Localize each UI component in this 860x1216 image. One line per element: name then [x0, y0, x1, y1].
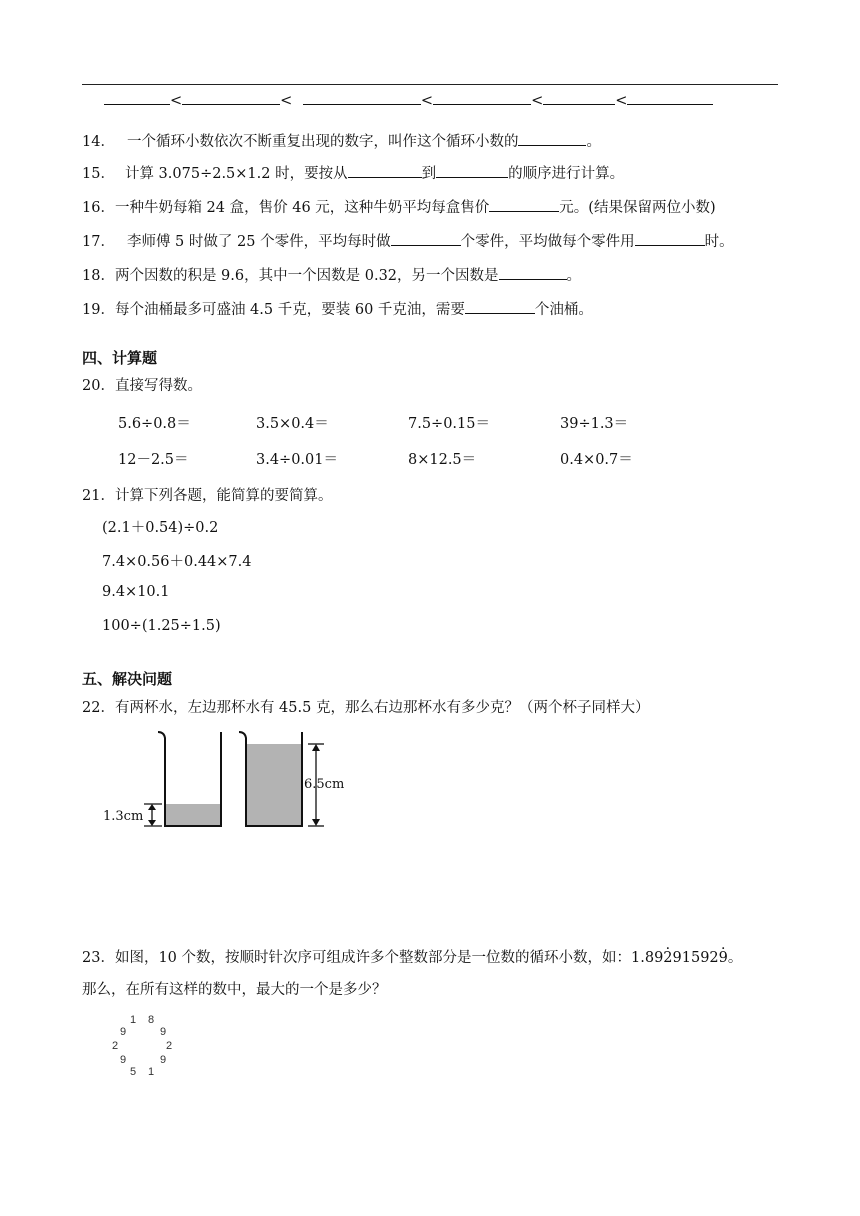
answer-blank[interactable]	[104, 92, 170, 105]
circle-digit: 9	[120, 1054, 127, 1066]
question-text: 直接写得数。	[114, 378, 202, 394]
question-text: 有两杯水，左边那杯水有 45.5 克，那么右边那杯水有多少克？（两个杯子同样大）	[114, 700, 650, 716]
circle-digit: 9	[160, 1026, 167, 1038]
section-heading-4: 四、计算题	[82, 349, 158, 367]
question-22	[82, 696, 649, 717]
answer-blank[interactable]	[303, 92, 421, 105]
number-circle	[104, 1010, 184, 1084]
question-18	[82, 264, 581, 285]
answer-blank[interactable]	[433, 92, 531, 105]
question-number: 18．	[82, 268, 115, 284]
circle-digit: 2	[166, 1040, 173, 1052]
question-number: 22．	[82, 700, 115, 716]
lt-sign: <	[170, 93, 183, 109]
question-number: 16．	[82, 200, 115, 216]
lt-sign: <	[280, 93, 293, 109]
cups-figure	[100, 724, 360, 836]
repeat-start-digit: · 2	[663, 950, 672, 966]
section-heading-5: 五、解决问题	[82, 670, 173, 688]
calc-item: 8×12.5＝	[408, 452, 477, 468]
left-dimension	[103, 804, 162, 826]
calc-item: 5.6÷0.8＝	[118, 416, 191, 432]
lt-sign: <	[615, 93, 628, 109]
question-16	[82, 196, 716, 217]
question-text: 如图，10 个数，按顺时针次序可组成许多个整数部分是一位数的循环小数，如：1.89	[114, 950, 664, 966]
question-text: 计算 3.075÷2.5×1.2 时，要按从	[124, 166, 348, 182]
question-text: 91592	[672, 950, 719, 966]
calc-item: 12－2.5＝	[118, 452, 189, 468]
question-text: 每个油桶最多可盛油 4.5 千克，要装 60 千克油，需要	[114, 302, 465, 318]
compare-line	[104, 92, 713, 109]
answer-blank[interactable]	[499, 267, 567, 280]
lt-sign: <	[420, 93, 434, 109]
answer-blank[interactable]	[543, 92, 615, 105]
top-rule	[82, 84, 778, 85]
question-14	[82, 130, 601, 151]
repeat-end-digit: · 9	[719, 950, 728, 966]
answer-blank[interactable]	[391, 233, 461, 246]
left-cup	[158, 732, 221, 826]
question-text: 。	[586, 134, 601, 150]
answer-blank[interactable]	[182, 92, 280, 105]
question-text: 个油桶。	[534, 302, 593, 318]
question-number: 20．	[82, 378, 115, 394]
calc-item: 3.4÷0.01＝	[256, 452, 338, 468]
question-text: 时。	[704, 234, 734, 250]
question-23	[82, 946, 742, 967]
question-17	[82, 230, 734, 251]
expression-2: 7.4×0.56＋0.44×7.4	[102, 554, 252, 570]
question-text: 李师傅 5 时做了 25 个零件，平均每时做	[126, 234, 391, 250]
answer-blank[interactable]	[489, 199, 559, 212]
answer-blank[interactable]	[436, 165, 508, 178]
question-20	[82, 374, 202, 395]
answer-blank[interactable]	[518, 133, 586, 146]
circle-digit: 2	[112, 1040, 119, 1052]
question-text: 元。(结果保留两位小数)	[559, 200, 716, 216]
calc-item: 3.5×0.4＝	[256, 416, 329, 432]
answer-blank[interactable]	[635, 233, 705, 246]
answer-blank[interactable]	[627, 92, 713, 105]
expression-1: (2.1＋0.54)÷0.2	[102, 520, 219, 536]
question-number: 19．	[82, 302, 115, 318]
question-number: 17．	[82, 234, 115, 250]
question-23-line2: 那么，在所有这样的数中，最大的一个是多少？	[82, 982, 387, 998]
question-text: 到	[421, 166, 437, 182]
question-number: 21．	[82, 488, 115, 504]
question-number: 14．	[82, 134, 115, 150]
question-text: 。	[566, 268, 582, 284]
question-text: 个零件，平均做每个零件用	[460, 234, 635, 250]
expression-3: 9.4×10.1	[102, 584, 170, 600]
calc-item: 39÷1.3＝	[560, 416, 629, 432]
question-text: 两个因数的积是 9.6，其中一个因数是 0.32，另一个因数是	[114, 268, 499, 284]
right-dimension-label: 6.5cm	[304, 777, 345, 792]
question-19	[82, 298, 593, 319]
question-number: 15．	[82, 166, 115, 182]
answer-blank[interactable]	[465, 301, 535, 314]
question-text: 计算下列各题，能简算的要简算。	[114, 488, 333, 504]
circle-digit: 1	[148, 1066, 155, 1078]
question-text: 的顺序进行计算。	[508, 166, 625, 182]
right-dimension	[304, 744, 344, 826]
calc-item: 0.4×0.7＝	[560, 452, 633, 468]
question-number: 23．	[82, 950, 115, 966]
circle-digit: 1	[130, 1014, 137, 1026]
circle-digit: 9	[160, 1054, 167, 1066]
circle-digit: 9	[120, 1026, 127, 1038]
lt-sign: <	[531, 93, 544, 109]
left-dimension-label: 1.3cm	[103, 809, 144, 824]
right-cup	[239, 732, 302, 826]
question-21	[82, 484, 332, 505]
calc-item: 7.5÷0.15＝	[408, 416, 490, 432]
question-15	[82, 162, 624, 183]
question-text: 。	[727, 950, 743, 966]
circle-digit: 5	[130, 1066, 137, 1078]
answer-blank[interactable]	[348, 165, 422, 178]
question-text: 一种牛奶每箱 24 盒，售价 46 元，这种牛奶平均每盒售价	[114, 200, 490, 216]
circle-digit: 8	[148, 1014, 155, 1026]
expression-4: 100÷(1.25÷1.5)	[102, 618, 221, 634]
question-text: 一个循环小数依次不断重复出现的数字，叫作这个循环小数的	[126, 134, 519, 150]
